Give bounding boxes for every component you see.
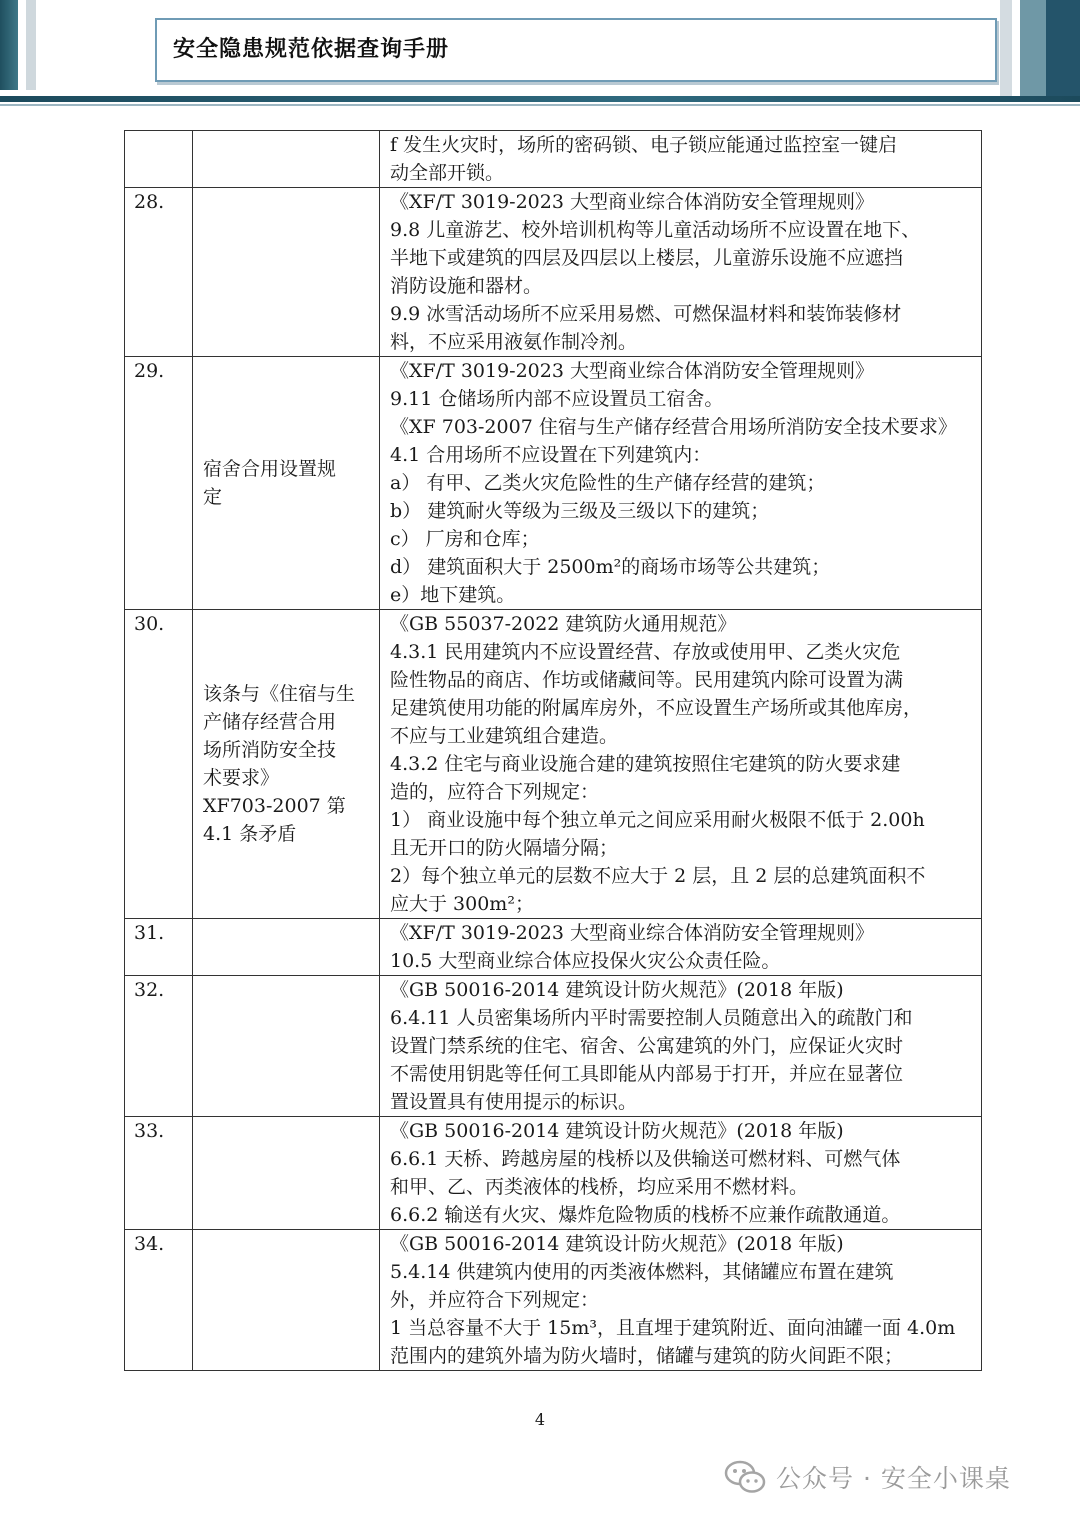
content-line: 4.3.1 民用建筑内不应设置经营、存放或使用甲、乙类火灾危: [390, 641, 901, 663]
content-line: 不需使用钥匙等任何工具即能从内部易于打开，并应在显著位: [390, 1063, 904, 1085]
row-number: 30.: [125, 610, 193, 919]
row-note: [193, 1230, 380, 1371]
note-line: 宿舍合用设置规: [203, 458, 337, 480]
content-line: 置设置具有使用提示的标识。: [390, 1091, 638, 1113]
row-note: [193, 357, 380, 610]
note-line: 产储存经营合用: [203, 711, 337, 733]
watermark: [724, 1455, 1011, 1499]
content-line: d） 建筑面积大于 2500m²的商场市场等公共建筑；: [390, 556, 831, 578]
note-line: 术要求》: [203, 767, 280, 789]
row-note: [193, 610, 380, 919]
content-line: 6.6.1 天桥、跨越房屋的栈桥以及供输送可燃材料、可燃气体: [390, 1148, 901, 1170]
row-content: [380, 131, 982, 188]
content-line: 动全部开锁。: [390, 162, 505, 184]
content-line: 《XF/T 3019-2023 大型商业综合体消防安全管理规则》: [390, 360, 874, 382]
header-accent-bar-light: [26, 0, 36, 90]
content-line: 《XF/T 3019-2023 大型商业综合体消防安全管理规则》: [390, 922, 874, 944]
content-line: 6.6.2 输送有火灾、爆炸危险物质的栈桥不应兼作疏散通道。: [390, 1204, 901, 1226]
table-row: [125, 188, 982, 357]
content-line: 2）每个独立单元的层数不应大于 2 层，且 2 层的总建筑面积不: [390, 865, 926, 887]
table-row: [125, 131, 982, 188]
table-row: [125, 1117, 982, 1230]
content-line: 设置门禁系统的住宅、宿舍、公寓建筑的外门，应保证火灾时: [390, 1035, 904, 1057]
content-line: 应大于 300m²；: [390, 893, 534, 915]
document-title: 安全隐患规范依据查询手册: [173, 37, 450, 62]
content-line: 4.1 合用场所不应设置在下列建筑内：: [390, 444, 712, 466]
content-line: 4.3.2 住宅与商业设施合建的建筑按照住宅建筑的防火要求建: [390, 753, 901, 775]
row-content: [380, 1230, 982, 1371]
content-line: 《GB 50016-2014 建筑设计防火规范》(2018 年版): [390, 1233, 844, 1255]
content-line: e）地下建筑。: [390, 584, 516, 606]
note-line: XF703-2007 第: [203, 795, 346, 817]
content-line: 《GB 55037-2022 建筑防火通用规范》: [390, 613, 737, 635]
content-line: b） 建筑耐火等级为三级及三级以下的建筑；: [390, 500, 770, 522]
header-title-box: [155, 18, 997, 82]
content-line: 范围内的建筑外墙为防火墙时，储罐与建筑的防火间距不限；: [390, 1345, 904, 1367]
regulation-table: [124, 130, 982, 1371]
row-note: [193, 1117, 380, 1230]
content-line: 外，并应符合下列规定：: [390, 1289, 600, 1311]
row-number: 33.: [125, 1117, 193, 1230]
header-accent-bar: [0, 0, 18, 90]
content-line: 《GB 50016-2014 建筑设计防火规范》(2018 年版): [390, 1120, 844, 1142]
content-line: 且无开口的防火隔墙分隔；: [390, 837, 619, 859]
header-decoration: [1000, 0, 1080, 96]
content-line: 不应与工业建筑组合建造。: [390, 725, 619, 747]
note-line: 场所消防安全技: [203, 739, 337, 761]
content-line: 消防设施和器材。: [390, 275, 543, 297]
content-line: 《XF 703-2007 住宿与生产储存经营合用场所消防安全技术要求》: [390, 416, 957, 438]
content-line: 6.4.11 人员密集场所内平时需要控制人员随意出入的疏散门和: [390, 1007, 913, 1029]
header-rule: [0, 96, 1080, 102]
note-line: 4.1 条矛盾: [203, 823, 297, 845]
content-line: 和甲、乙、丙类液体的栈桥，均应采用不燃材料。: [390, 1176, 809, 1198]
content-line: 造的，应符合下列规定：: [390, 781, 600, 803]
row-content: [380, 610, 982, 919]
row-number: 31.: [125, 919, 193, 976]
row-note: [193, 976, 380, 1117]
table-row: [125, 610, 982, 919]
content-line: 9.11 仓储场所内部不应设置员工宿舍。: [390, 388, 724, 410]
content-line: 5.4.14 供建筑内使用的丙类液体燃料，其储罐应布置在建筑: [390, 1261, 894, 1283]
row-note: [193, 131, 380, 188]
row-content: [380, 357, 982, 610]
table-row: [125, 1230, 982, 1371]
row-number: [125, 131, 193, 188]
row-content: [380, 976, 982, 1117]
content-line: 1 当总容量不大于 15m³，且直埋于建筑附近、面向油罐一面 4.0m: [390, 1317, 956, 1339]
note-line: 定: [203, 486, 223, 508]
row-number: 29.: [125, 357, 193, 610]
row-note: [193, 919, 380, 976]
content-line: 足建筑使用功能的附属库房外，不应设置生产场所或其他库房，: [390, 697, 923, 719]
table-row: [125, 357, 982, 610]
content-line: 《GB 50016-2014 建筑设计防火规范》(2018 年版): [390, 979, 844, 1001]
note-line: 该条与《住宿与生: [203, 683, 356, 705]
page-number: 4: [534, 1410, 546, 1429]
table-row: [125, 919, 982, 976]
content-line: 半地下或建筑的四层及四层以上楼层，儿童游乐设施不应遮挡: [390, 247, 904, 269]
content-line: 险性物品的商店、作坊或储藏间等。民用建筑内除可设置为满: [390, 669, 904, 691]
wechat-icon: [724, 1459, 766, 1495]
content-line: 9.8 儿童游艺、校外培训机构等儿童活动场所不应设置在地下、: [390, 219, 921, 241]
content-line: a） 有甲、乙类火灾危险性的生产储存经营的建筑；: [390, 472, 826, 494]
table-row: [125, 976, 982, 1117]
row-number: 34.: [125, 1230, 193, 1371]
row-content: [380, 919, 982, 976]
row-number: 32.: [125, 976, 193, 1117]
header-rule-thin: [0, 104, 1080, 106]
row-content: [380, 1117, 982, 1230]
content-line: 9.9 冰雪活动场所不应采用易燃、可燃保温材料和装饰装修材: [390, 303, 902, 325]
content-line: 10.5 大型商业综合体应投保火灾公众责任险。: [390, 950, 781, 972]
row-content: [380, 188, 982, 357]
watermark-text: 公众号 · 安全小课桌: [776, 1464, 1011, 1493]
content-line: f 发生火灾时，场所的密码锁、电子锁应能通过监控室一键启: [390, 134, 898, 156]
row-note: [193, 188, 380, 357]
content-line: 《XF/T 3019-2023 大型商业综合体消防安全管理规则》: [390, 191, 874, 213]
content-line: 料，不应采用液氨作制冷剂。: [390, 331, 638, 353]
row-number: 28.: [125, 188, 193, 357]
content-line: 1） 商业设施中每个独立单元之间应采用耐火极限不低于 2.00h: [390, 809, 925, 831]
content-line: c） 厂房和仓库；: [390, 528, 540, 550]
